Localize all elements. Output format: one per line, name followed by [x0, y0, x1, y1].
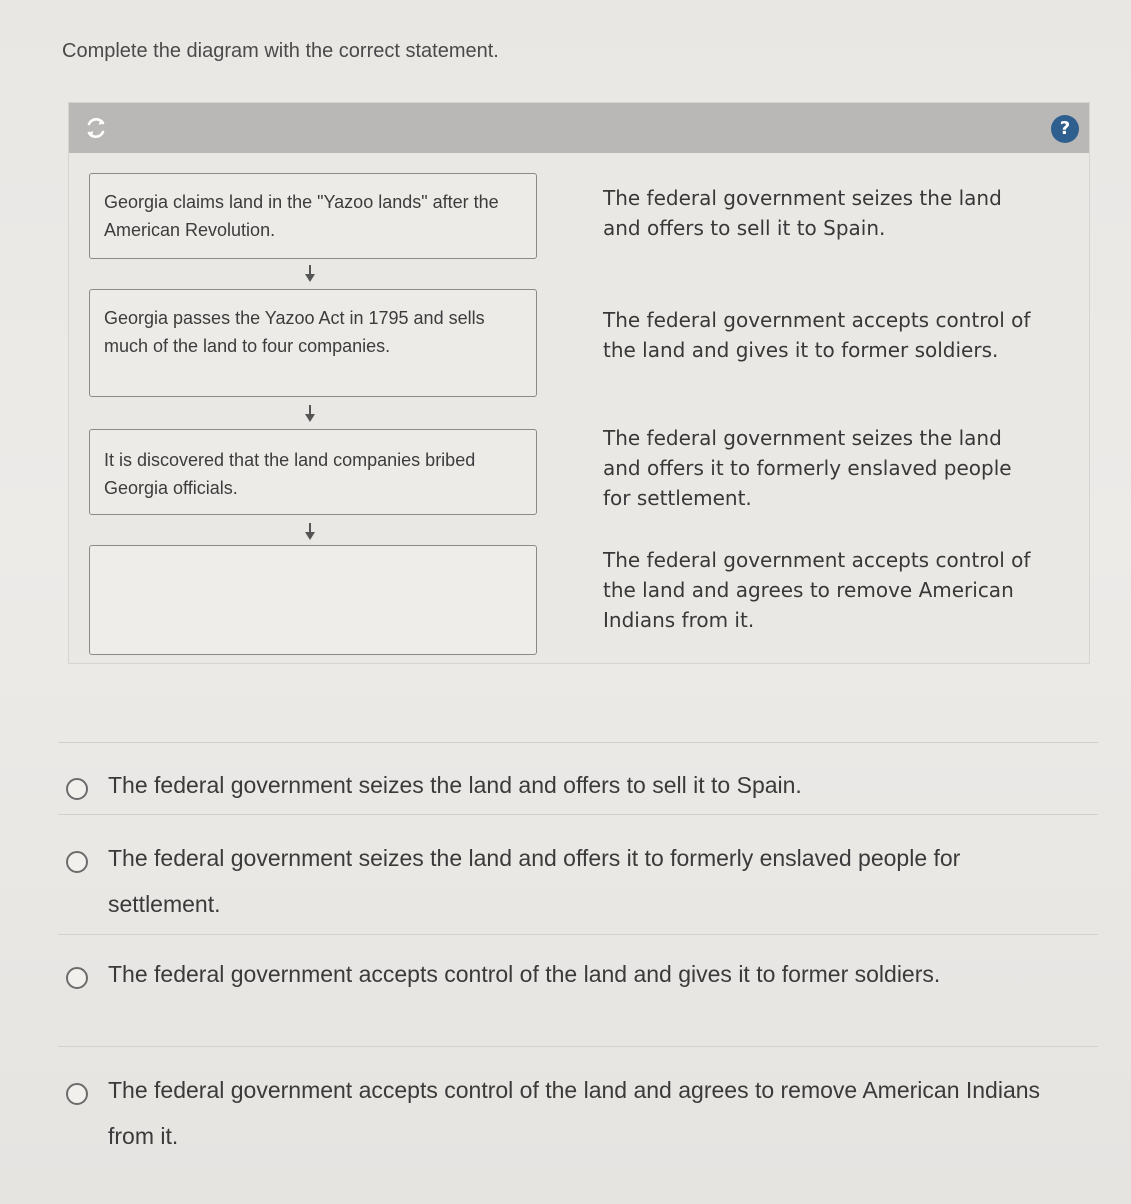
radio-button[interactable] [66, 851, 88, 873]
choice-label: The federal government accepts control of the land and agrees to remove American Indians from it. [108, 1077, 1041, 1149]
divider [58, 742, 1098, 743]
drag-option-former-soldiers[interactable]: The federal government accepts control of the land and gives it to former soldiers. [603, 308, 1031, 362]
down-arrow-icon [303, 265, 317, 283]
reset-icon[interactable] [83, 115, 109, 141]
choice-remove-american-indians[interactable] [66, 1078, 1066, 1159]
radio-button[interactable] [66, 1083, 88, 1105]
down-arrow-icon [303, 523, 317, 541]
diagram-box-1: Georgia claims land in the "Yazoo lands" after the American Revolution. [89, 173, 537, 259]
choice-sell-to-spain[interactable] [66, 773, 1066, 808]
diagram-panel [68, 102, 1090, 664]
drag-option-sell-to-spain[interactable]: The federal government seizes the land and offers to sell it to Spain. [603, 186, 1002, 240]
radio-button[interactable] [66, 778, 88, 800]
choice-label: The federal government accepts control of the land and gives it to former soldiers. [108, 961, 941, 987]
choice-label: The federal government seizes the land and offers it to formerly enslaved people for settlement. [108, 845, 961, 917]
choice-formerly-enslaved[interactable] [66, 846, 1066, 927]
divider [58, 1046, 1098, 1047]
choice-label: The federal government seizes the land and offers to sell it to Spain. [108, 772, 802, 798]
radio-button[interactable] [66, 967, 88, 989]
diagram-box-3: It is discovered that the land companies bribed Georgia officials. [89, 429, 537, 515]
diagram-box-2: Georgia passes the Yazoo Act in 1795 and sells much of the land to four companies. [89, 289, 537, 397]
down-arrow-icon [303, 405, 317, 423]
diagram-toolbar [69, 103, 1089, 153]
answer-drop-box[interactable] [89, 545, 537, 655]
divider [58, 814, 1098, 815]
choice-former-soldiers[interactable] [66, 962, 1066, 997]
divider [58, 934, 1098, 935]
drag-option-remove-american-indians[interactable]: The federal government accepts control of the land and agrees to remove American Indians from it. [603, 548, 1031, 632]
question-prompt: Complete the diagram with the correct statement. [62, 40, 499, 62]
drag-option-formerly-enslaved[interactable]: The federal government seizes the land and offers it to formerly enslaved people for settlement. [603, 426, 1012, 510]
help-icon[interactable]: ? [1051, 115, 1079, 143]
